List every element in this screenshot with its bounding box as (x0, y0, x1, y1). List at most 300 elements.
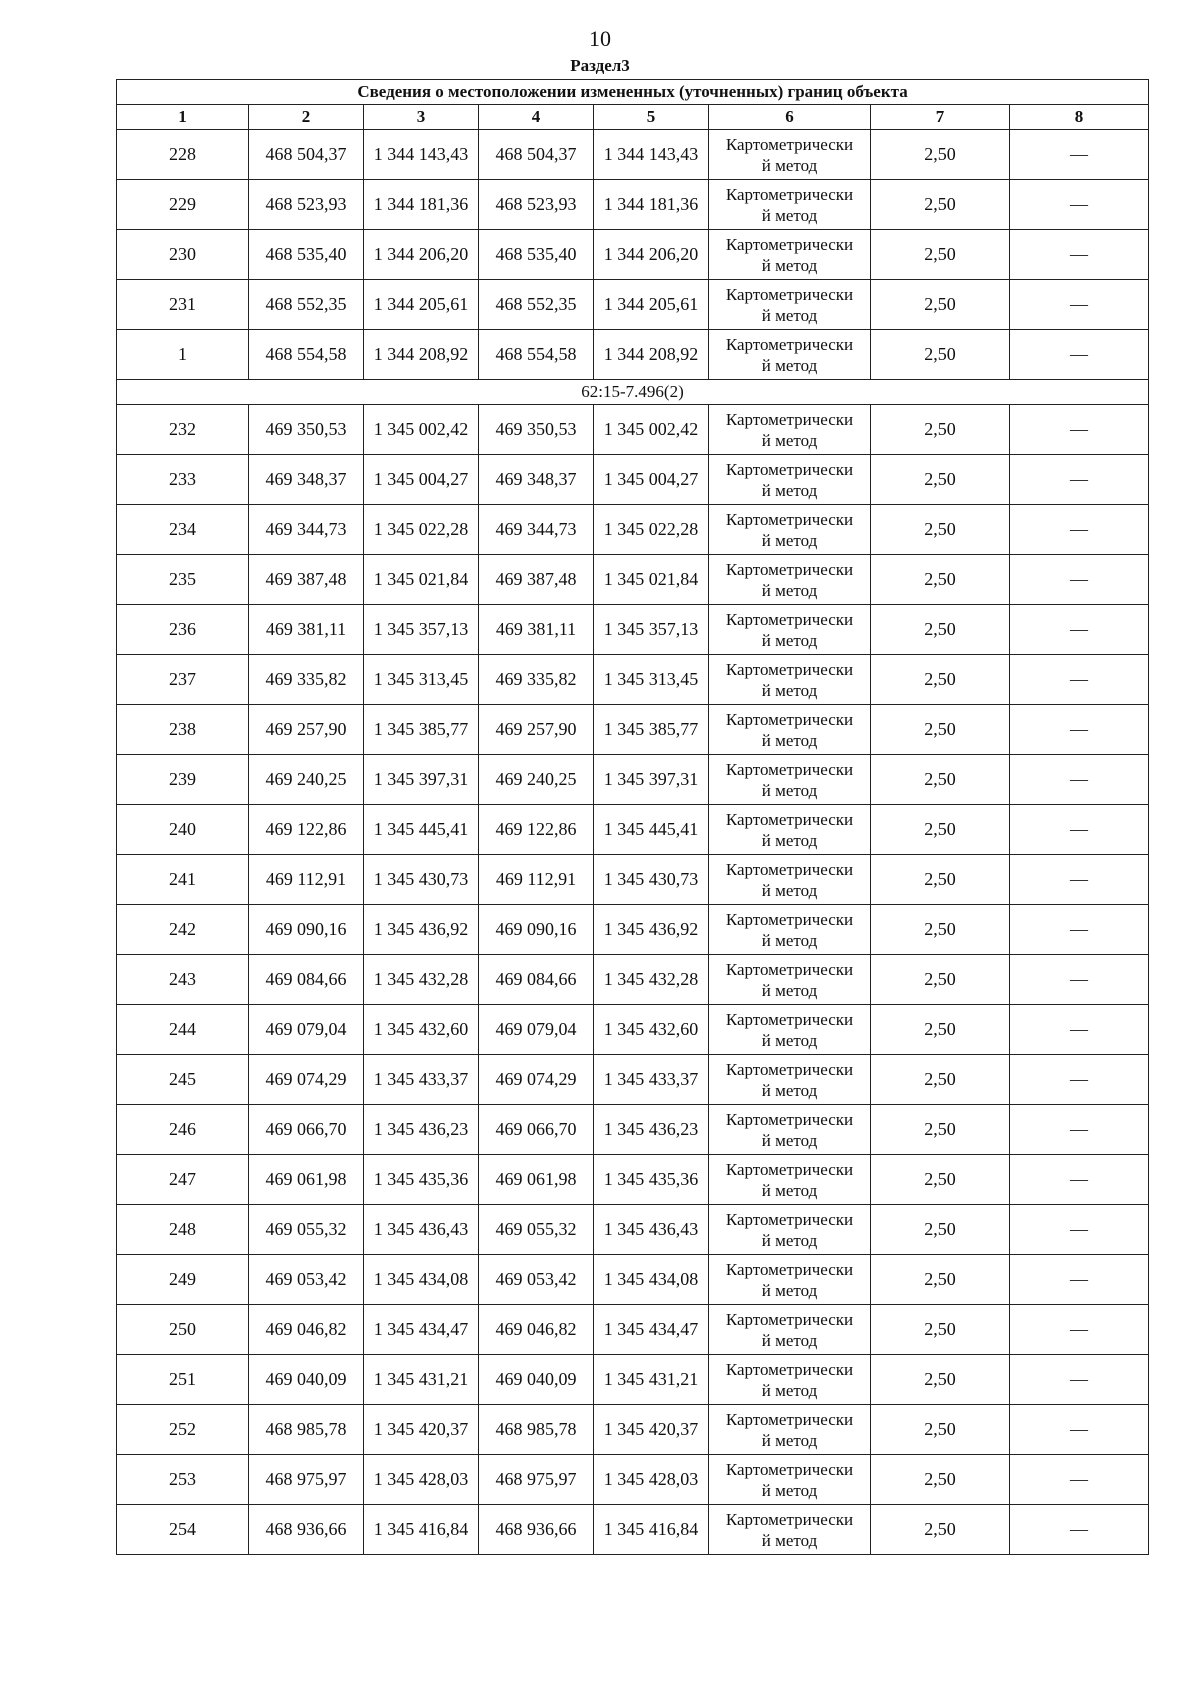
method-line-1: Картометрически (725, 909, 854, 929)
point-number-cell: 235 (117, 555, 249, 605)
note-cell: — (1010, 1205, 1149, 1255)
table-row (117, 555, 1149, 605)
accuracy-cell: 2,50 (871, 230, 1010, 280)
x-new-cell: 469 335,82 (479, 655, 594, 705)
x-new-cell: 469 053,42 (479, 1255, 594, 1305)
x-new-cell: 469 344,73 (479, 505, 594, 555)
accuracy-cell: 2,50 (871, 955, 1010, 1005)
method-line-1: Картометрически (725, 409, 854, 429)
table-row (117, 230, 1149, 280)
y-new-cell: 1 345 436,92 (594, 905, 709, 955)
point-number-cell: 242 (117, 905, 249, 955)
method-line-2: й метод (761, 680, 818, 700)
point-number-cell: 239 (117, 755, 249, 805)
accuracy-cell: 2,50 (871, 180, 1010, 230)
table-row (117, 1055, 1149, 1105)
y-new-cell: 1 345 432,60 (594, 1005, 709, 1055)
table-row (117, 505, 1149, 555)
method-line-1: Картометрически (725, 234, 854, 254)
point-number-cell: 246 (117, 1105, 249, 1155)
method-cell (709, 455, 871, 505)
method-line-2: й метод (761, 980, 818, 1000)
column-header: 7 (871, 105, 1010, 130)
point-number-cell: 241 (117, 855, 249, 905)
method-line-1: Картометрически (725, 334, 854, 354)
point-number-cell: 249 (117, 1255, 249, 1305)
point-number-cell: 245 (117, 1055, 249, 1105)
x-old-cell: 468 936,66 (249, 1505, 364, 1555)
y-new-cell: 1 345 434,47 (594, 1305, 709, 1355)
method-cell (709, 1005, 871, 1055)
accuracy-cell: 2,50 (871, 1005, 1010, 1055)
x-old-cell: 469 090,16 (249, 905, 364, 955)
x-new-cell: 469 079,04 (479, 1005, 594, 1055)
method-cell (709, 805, 871, 855)
accuracy-cell: 2,50 (871, 505, 1010, 555)
y-old-cell: 1 345 420,37 (364, 1405, 479, 1455)
method-line-2: й метод (761, 1130, 818, 1150)
y-old-cell: 1 344 205,61 (364, 280, 479, 330)
x-new-cell: 468 552,35 (479, 280, 594, 330)
method-line-1: Картометрически (725, 1109, 854, 1129)
y-old-cell: 1 344 181,36 (364, 180, 479, 230)
x-old-cell: 469 240,25 (249, 755, 364, 805)
note-cell: — (1010, 1505, 1149, 1555)
x-new-cell: 468 936,66 (479, 1505, 594, 1555)
note-cell: — (1010, 1455, 1149, 1505)
y-new-cell: 1 345 416,84 (594, 1505, 709, 1555)
method-cell (709, 180, 871, 230)
method-line-2: й метод (761, 1330, 818, 1350)
point-number-cell: 232 (117, 405, 249, 455)
note-cell: — (1010, 1005, 1149, 1055)
note-cell: — (1010, 755, 1149, 805)
point-number-cell: 228 (117, 130, 249, 180)
point-number-cell: 253 (117, 1455, 249, 1505)
table-row (117, 1305, 1149, 1355)
y-old-cell: 1 345 433,37 (364, 1055, 479, 1105)
table-caption-row (117, 80, 1149, 105)
point-number-cell: 254 (117, 1505, 249, 1555)
method-cell (709, 555, 871, 605)
method-line-2: й метод (761, 1030, 818, 1050)
y-old-cell: 1 345 021,84 (364, 555, 479, 605)
method-line-1: Картометрически (725, 134, 854, 154)
point-number-cell: 248 (117, 1205, 249, 1255)
method-line-2: й метод (761, 355, 818, 375)
y-old-cell: 1 345 385,77 (364, 705, 479, 755)
y-old-cell: 1 345 434,08 (364, 1255, 479, 1305)
note-cell: — (1010, 905, 1149, 955)
table-row (117, 1205, 1149, 1255)
y-old-cell: 1 345 431,21 (364, 1355, 479, 1405)
x-new-cell: 469 090,16 (479, 905, 594, 955)
accuracy-cell: 2,50 (871, 1205, 1010, 1255)
method-cell (709, 1355, 871, 1405)
point-number-cell: 231 (117, 280, 249, 330)
table-row (117, 905, 1149, 955)
y-new-cell: 1 345 004,27 (594, 455, 709, 505)
note-cell: — (1010, 1155, 1149, 1205)
x-old-cell: 469 350,53 (249, 405, 364, 455)
table-row (117, 605, 1149, 655)
group-row (117, 380, 1149, 405)
y-new-cell: 1 345 022,28 (594, 505, 709, 555)
x-old-cell: 469 112,91 (249, 855, 364, 905)
method-line-2: й метод (761, 530, 818, 550)
y-old-cell: 1 345 428,03 (364, 1455, 479, 1505)
method-line-1: Картометрически (725, 959, 854, 979)
method-line-1: Картометрически (725, 1259, 854, 1279)
coordinates-table (116, 79, 1149, 1555)
x-old-cell: 468 552,35 (249, 280, 364, 330)
note-cell: — (1010, 705, 1149, 755)
x-old-cell: 468 985,78 (249, 1405, 364, 1455)
table-body (117, 130, 1149, 1555)
method-cell (709, 330, 871, 380)
y-new-cell: 1 345 445,41 (594, 805, 709, 855)
y-new-cell: 1 345 436,43 (594, 1205, 709, 1255)
method-line-2: й метод (761, 1230, 818, 1250)
point-number-cell: 1 (117, 330, 249, 380)
x-new-cell: 469 257,90 (479, 705, 594, 755)
method-cell (709, 1305, 871, 1355)
column-header: 6 (709, 105, 871, 130)
table-row (117, 455, 1149, 505)
y-old-cell: 1 345 435,36 (364, 1155, 479, 1205)
point-number-cell: 230 (117, 230, 249, 280)
x-old-cell: 469 335,82 (249, 655, 364, 705)
method-line-2: й метод (761, 1430, 818, 1450)
table-row (117, 405, 1149, 455)
method-cell (709, 280, 871, 330)
x-new-cell: 469 055,32 (479, 1205, 594, 1255)
x-new-cell: 469 350,53 (479, 405, 594, 455)
y-old-cell: 1 345 002,42 (364, 405, 479, 455)
y-new-cell: 1 345 357,13 (594, 605, 709, 655)
method-line-2: й метод (761, 155, 818, 175)
method-line-1: Картометрически (725, 1509, 854, 1529)
x-new-cell: 468 504,37 (479, 130, 594, 180)
x-new-cell: 469 074,29 (479, 1055, 594, 1105)
accuracy-cell: 2,50 (871, 805, 1010, 855)
method-line-2: й метод (761, 580, 818, 600)
accuracy-cell: 2,50 (871, 1055, 1010, 1105)
y-old-cell: 1 345 432,60 (364, 1005, 479, 1055)
note-cell: — (1010, 855, 1149, 905)
x-old-cell: 469 381,11 (249, 605, 364, 655)
point-number-cell: 243 (117, 955, 249, 1005)
x-old-cell: 469 046,82 (249, 1305, 364, 1355)
method-line-1: Картометрически (725, 1059, 854, 1079)
point-number-cell: 233 (117, 455, 249, 505)
column-header: 5 (594, 105, 709, 130)
method-line-2: й метод (761, 430, 818, 450)
table-row (117, 1455, 1149, 1505)
method-line-1: Картометрически (725, 759, 854, 779)
table-row (117, 955, 1149, 1005)
note-cell: — (1010, 555, 1149, 605)
y-old-cell: 1 344 208,92 (364, 330, 479, 380)
table-row (117, 1255, 1149, 1305)
y-new-cell: 1 345 433,37 (594, 1055, 709, 1105)
table-row (117, 1505, 1149, 1555)
y-old-cell: 1 345 436,43 (364, 1205, 479, 1255)
x-new-cell: 469 348,37 (479, 455, 594, 505)
accuracy-cell: 2,50 (871, 755, 1010, 805)
table-row (117, 180, 1149, 230)
accuracy-cell: 2,50 (871, 405, 1010, 455)
y-old-cell: 1 345 432,28 (364, 955, 479, 1005)
method-line-2: й метод (761, 730, 818, 750)
y-new-cell: 1 345 313,45 (594, 655, 709, 705)
x-old-cell: 469 122,86 (249, 805, 364, 855)
note-cell: — (1010, 1355, 1149, 1405)
x-new-cell: 469 122,86 (479, 805, 594, 855)
method-line-1: Картометрически (725, 1309, 854, 1329)
accuracy-cell: 2,50 (871, 705, 1010, 755)
point-number-cell: 247 (117, 1155, 249, 1205)
table-row (117, 1155, 1149, 1205)
note-cell: — (1010, 330, 1149, 380)
accuracy-cell: 2,50 (871, 280, 1010, 330)
table-row (117, 1005, 1149, 1055)
note-cell: — (1010, 1105, 1149, 1155)
x-old-cell: 468 523,93 (249, 180, 364, 230)
x-new-cell: 468 535,40 (479, 230, 594, 280)
method-line-1: Картометрически (725, 1409, 854, 1429)
y-new-cell: 1 345 435,36 (594, 1155, 709, 1205)
y-new-cell: 1 344 143,43 (594, 130, 709, 180)
table-row (117, 805, 1149, 855)
method-line-1: Картометрически (725, 284, 854, 304)
method-line-1: Картометрически (725, 459, 854, 479)
method-line-2: й метод (761, 255, 818, 275)
method-line-2: й метод (761, 480, 818, 500)
y-new-cell: 1 345 021,84 (594, 555, 709, 605)
method-cell (709, 130, 871, 180)
table-row (117, 280, 1149, 330)
note-cell: — (1010, 1255, 1149, 1305)
accuracy-cell: 2,50 (871, 1455, 1010, 1505)
x-new-cell: 469 381,11 (479, 605, 594, 655)
y-new-cell: 1 345 397,31 (594, 755, 709, 805)
note-cell: — (1010, 605, 1149, 655)
y-new-cell: 1 345 431,21 (594, 1355, 709, 1405)
point-number-cell: 237 (117, 655, 249, 705)
x-old-cell: 468 975,97 (249, 1455, 364, 1505)
y-new-cell: 1 345 385,77 (594, 705, 709, 755)
y-old-cell: 1 345 430,73 (364, 855, 479, 905)
note-cell: — (1010, 955, 1149, 1005)
method-cell (709, 1105, 871, 1155)
method-line-2: й метод (761, 1280, 818, 1300)
method-line-2: й метод (761, 830, 818, 850)
accuracy-cell: 2,50 (871, 1255, 1010, 1305)
table-caption: Сведения о местоположении измененных (уточненных) границ объекта (117, 80, 1149, 105)
point-number-cell: 236 (117, 605, 249, 655)
x-new-cell: 468 985,78 (479, 1405, 594, 1455)
accuracy-cell: 2,50 (871, 455, 1010, 505)
method-line-2: й метод (761, 930, 818, 950)
method-cell (709, 1055, 871, 1105)
y-old-cell: 1 345 022,28 (364, 505, 479, 555)
point-number-cell: 251 (117, 1355, 249, 1405)
method-line-2: й метод (761, 1380, 818, 1400)
x-new-cell: 469 240,25 (479, 755, 594, 805)
y-new-cell: 1 345 420,37 (594, 1405, 709, 1455)
group-label: 62:15-7.496(2) (117, 380, 1149, 405)
method-line-2: й метод (761, 1480, 818, 1500)
table-header-row (117, 105, 1149, 130)
x-new-cell: 468 554,58 (479, 330, 594, 380)
note-cell: — (1010, 655, 1149, 705)
y-old-cell: 1 344 143,43 (364, 130, 479, 180)
x-old-cell: 469 066,70 (249, 1105, 364, 1155)
method-line-1: Картометрически (725, 859, 854, 879)
y-new-cell: 1 345 432,28 (594, 955, 709, 1005)
point-number-cell: 250 (117, 1305, 249, 1355)
y-old-cell: 1 344 206,20 (364, 230, 479, 280)
accuracy-cell: 2,50 (871, 655, 1010, 705)
note-cell: — (1010, 1305, 1149, 1355)
method-line-1: Картометрически (725, 609, 854, 629)
x-old-cell: 469 061,98 (249, 1155, 364, 1205)
accuracy-cell: 2,50 (871, 1505, 1010, 1555)
method-cell (709, 1505, 871, 1555)
method-line-1: Картометрически (725, 184, 854, 204)
note-cell: — (1010, 280, 1149, 330)
table-row (117, 130, 1149, 180)
y-new-cell: 1 344 208,92 (594, 330, 709, 380)
method-line-2: й метод (761, 880, 818, 900)
y-new-cell: 1 345 434,08 (594, 1255, 709, 1305)
y-old-cell: 1 345 445,41 (364, 805, 479, 855)
method-cell (709, 655, 871, 705)
method-line-2: й метод (761, 205, 818, 225)
table-row (117, 755, 1149, 805)
table-row (117, 1405, 1149, 1455)
method-line-1: Картометрически (725, 509, 854, 529)
page-number: 10 (589, 26, 611, 51)
column-header: 3 (364, 105, 479, 130)
method-line-1: Картометрически (725, 1459, 854, 1479)
y-old-cell: 1 345 436,23 (364, 1105, 479, 1155)
y-new-cell: 1 345 428,03 (594, 1455, 709, 1505)
y-new-cell: 1 345 002,42 (594, 405, 709, 455)
y-new-cell: 1 344 205,61 (594, 280, 709, 330)
x-new-cell: 469 066,70 (479, 1105, 594, 1155)
method-line-1: Картометрически (725, 1359, 854, 1379)
x-new-cell: 468 523,93 (479, 180, 594, 230)
x-old-cell: 469 079,04 (249, 1005, 364, 1055)
accuracy-cell: 2,50 (871, 1105, 1010, 1155)
x-new-cell: 469 387,48 (479, 555, 594, 605)
method-cell (709, 855, 871, 905)
method-line-2: й метод (761, 1180, 818, 1200)
y-old-cell: 1 345 434,47 (364, 1305, 479, 1355)
y-old-cell: 1 345 357,13 (364, 605, 479, 655)
accuracy-cell: 2,50 (871, 1305, 1010, 1355)
method-line-2: й метод (761, 630, 818, 650)
x-old-cell: 469 055,32 (249, 1205, 364, 1255)
table-row (117, 705, 1149, 755)
method-line-2: й метод (761, 1080, 818, 1100)
x-new-cell: 469 112,91 (479, 855, 594, 905)
x-old-cell: 469 387,48 (249, 555, 364, 605)
point-number-cell: 240 (117, 805, 249, 855)
method-cell (709, 1455, 871, 1505)
column-header: 2 (249, 105, 364, 130)
note-cell: — (1010, 230, 1149, 280)
method-cell (709, 1205, 871, 1255)
x-old-cell: 469 040,09 (249, 1355, 364, 1405)
method-line-1: Картометрически (725, 1009, 854, 1029)
column-header: 4 (479, 105, 594, 130)
method-cell (709, 230, 871, 280)
method-cell (709, 705, 871, 755)
method-line-1: Картометрически (725, 659, 854, 679)
point-number-cell: 252 (117, 1405, 249, 1455)
note-cell: — (1010, 1055, 1149, 1105)
table-row (117, 855, 1149, 905)
x-old-cell: 469 348,37 (249, 455, 364, 505)
accuracy-cell: 2,50 (871, 855, 1010, 905)
x-old-cell: 469 084,66 (249, 955, 364, 1005)
method-cell (709, 605, 871, 655)
method-line-1: Картометрически (725, 709, 854, 729)
note-cell: — (1010, 1405, 1149, 1455)
accuracy-cell: 2,50 (871, 1155, 1010, 1205)
method-line-1: Картометрически (725, 1159, 854, 1179)
y-old-cell: 1 345 397,31 (364, 755, 479, 805)
method-cell (709, 405, 871, 455)
note-cell: — (1010, 505, 1149, 555)
method-line-2: й метод (761, 1530, 818, 1550)
note-cell: — (1010, 455, 1149, 505)
table-row (117, 330, 1149, 380)
method-cell (709, 505, 871, 555)
point-number-cell: 229 (117, 180, 249, 230)
point-number-cell: 234 (117, 505, 249, 555)
table-row (117, 655, 1149, 705)
accuracy-cell: 2,50 (871, 905, 1010, 955)
y-new-cell: 1 344 206,20 (594, 230, 709, 280)
method-line-1: Картометрически (725, 1209, 854, 1229)
x-new-cell: 469 084,66 (479, 955, 594, 1005)
method-cell (709, 755, 871, 805)
y-old-cell: 1 345 313,45 (364, 655, 479, 705)
table-row (117, 1105, 1149, 1155)
x-new-cell: 469 046,82 (479, 1305, 594, 1355)
column-header: 1 (117, 105, 249, 130)
y-old-cell: 1 345 004,27 (364, 455, 479, 505)
x-old-cell: 468 535,40 (249, 230, 364, 280)
point-number-cell: 244 (117, 1005, 249, 1055)
x-new-cell: 469 040,09 (479, 1355, 594, 1405)
accuracy-cell: 2,50 (871, 1405, 1010, 1455)
y-new-cell: 1 345 436,23 (594, 1105, 709, 1155)
column-header: 8 (1010, 105, 1149, 130)
note-cell: — (1010, 130, 1149, 180)
y-new-cell: 1 345 430,73 (594, 855, 709, 905)
method-cell (709, 1405, 871, 1455)
accuracy-cell: 2,50 (871, 605, 1010, 655)
method-line-1: Картометрически (725, 559, 854, 579)
note-cell: — (1010, 805, 1149, 855)
method-line-1: Картометрически (725, 809, 854, 829)
y-old-cell: 1 345 416,84 (364, 1505, 479, 1555)
